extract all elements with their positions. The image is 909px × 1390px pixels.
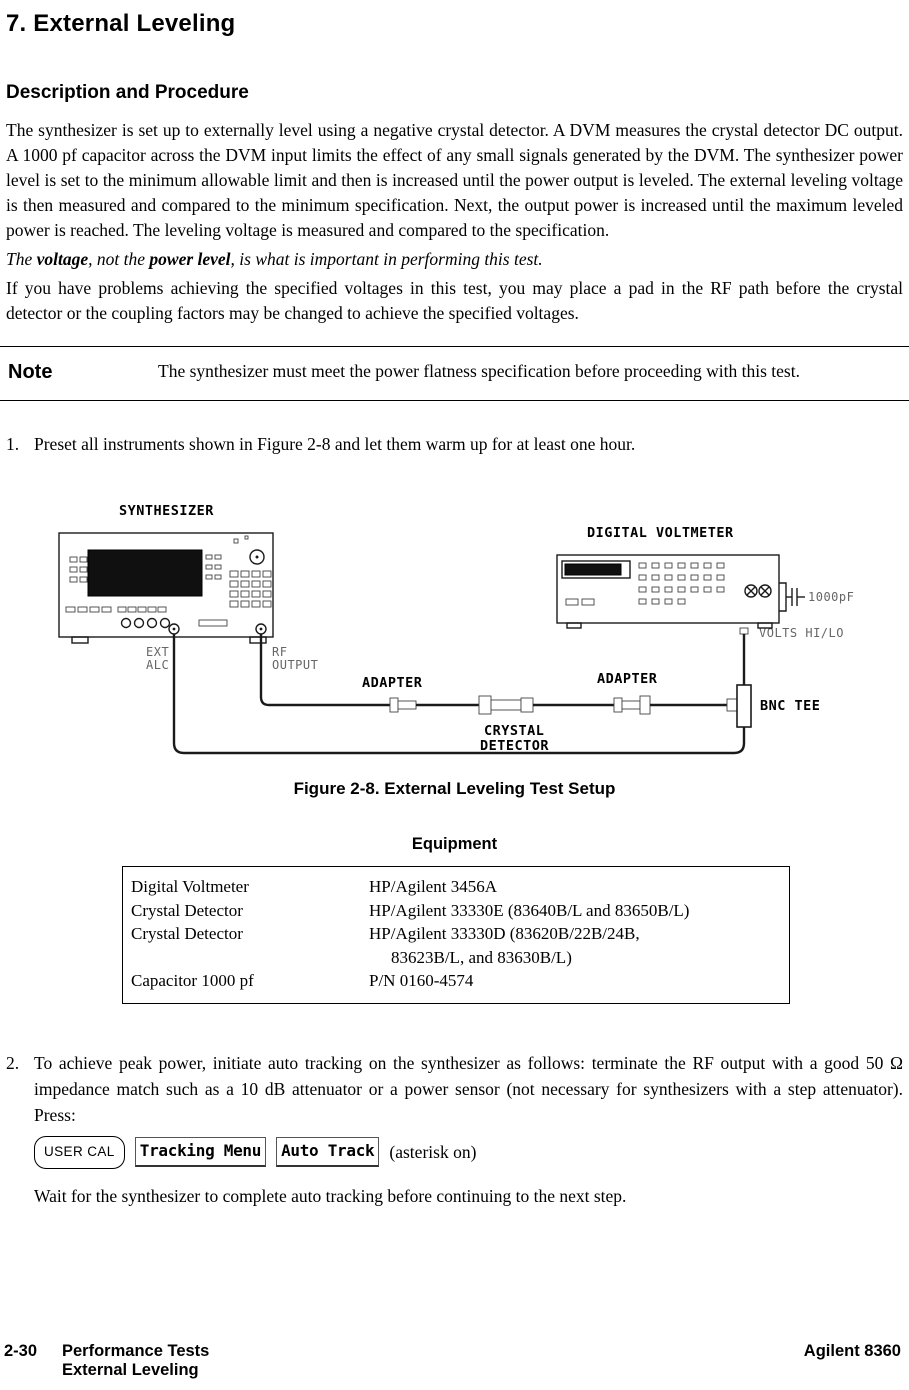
step-1	[6, 431, 903, 457]
ext-alc-label-line2: ALC	[146, 658, 170, 672]
footer-section-line2: External Leveling	[62, 1361, 199, 1379]
footer-product-name: Agilent 8360	[803, 1342, 901, 1360]
equipment-model-line2: 83623B/L, and 83630B/L)	[391, 947, 572, 967]
step-2-content	[34, 1050, 903, 1209]
crystal-detector-label-line1: CRYSTAL	[484, 723, 545, 739]
figure-test-setup	[6, 495, 903, 799]
user-cal-keycap: USER CAL	[34, 1136, 125, 1169]
note-label: Note	[8, 361, 53, 383]
step-2-number: 2.	[6, 1052, 20, 1073]
paragraph-problems: If you have problems achieving the specified voltages in this test, you may place a pad in the RF path before the crystal detector or the coupling factors may be changed to achieve the specified voltages.	[6, 278, 903, 323]
emphasis-part-1: The	[6, 249, 37, 269]
rf-output-label-line1: RF	[272, 645, 288, 659]
softkey-auto-track: Auto Track	[276, 1137, 379, 1167]
synthesizer-display	[88, 550, 202, 596]
note-text: The synthesizer must meet the power flatness specification before proceeding with this test.	[158, 361, 800, 381]
footer-left	[4, 1342, 209, 1380]
capacitor-label: 1000pF	[808, 590, 855, 604]
crystal-detector-label-line2: DETECTOR	[480, 738, 550, 754]
test-setup-diagram	[14, 495, 900, 767]
adapter-left-drawing	[390, 698, 416, 712]
equipment-table	[122, 866, 790, 1004]
emphasis-bold-power-level: power level	[149, 249, 231, 269]
ext-alc-label-line1: EXT	[146, 645, 170, 659]
bnc-tee-label: BNC TEE	[760, 698, 821, 714]
equipment-item: Digital Voltmeter	[131, 877, 249, 896]
equipment-model: HP/Agilent 33330E (83640B/L and 83650B/L)	[369, 900, 690, 920]
adapter-right-label: ADAPTER	[597, 671, 658, 687]
equipment-model	[369, 922, 781, 969]
footer-section	[62, 1342, 209, 1380]
paragraph-description: The synthesizer is set up to externally level using a negative crystal detector. A DVM measures the crystal detector DC output. A 1000 pf capacitor across the DVM input limits the effect of any small signals generated by the DVM. The synthesizer power level is set to the minimum allowable limit and then is increased until the power output is leveled. The external leveling voltage is then measured and compared to the minimum specification. Next, the output power is increased until the maximum leveled power is reached. The leveling voltage is measured and compared to the specification.	[6, 120, 903, 240]
note-block	[0, 346, 909, 401]
step-2-wait-text: Wait for the synthesizer to complete auto tracking before continuing to the next step.	[34, 1185, 627, 1206]
table-row	[131, 875, 781, 899]
volts-hi-lo-label: VOLTS HI/LO	[759, 626, 844, 640]
ext-alc-cable	[174, 634, 744, 753]
step-2-text: To achieve peak power, initiate auto tracking on the synthesizer as follows: terminate the RF output with a good 50 Ω impedance match such as a 10 dB attenuator or a power sensor (not necessary for synthesizers with a step attenuator). Press:	[34, 1052, 903, 1125]
figure-caption: Figure 2-8. External Leveling Test Setup	[293, 779, 616, 798]
table-row	[131, 969, 781, 993]
equipment-table-title: Equipment	[411, 835, 498, 853]
page-footer	[4, 1342, 901, 1380]
page-title: 7. External Leveling	[6, 10, 236, 37]
paragraph-emphasis	[6, 247, 903, 272]
emphasis-part-3: , is what is important in performing this test.	[230, 249, 543, 269]
footer-page-number: 2-30	[4, 1342, 38, 1360]
synthesizer-keypad	[230, 571, 271, 607]
equipment-item: Crystal Detector	[131, 924, 243, 943]
dvm-label: DIGITAL VOLTMETER	[587, 525, 734, 541]
step-1-number: 1.	[6, 434, 20, 454]
key-press-sequence	[34, 1136, 903, 1169]
step-2	[6, 1050, 903, 1209]
adapter-right-drawing	[614, 696, 650, 714]
asterisk-on-note: (asterisk on)	[389, 1142, 477, 1162]
step-1-text: Preset all instruments shown in Figure 2-8 and let them warm up for at least one hour.	[34, 434, 636, 454]
rf-output-label-line2: OUTPUT	[272, 658, 319, 672]
equipment-model: HP/Agilent 3456A	[369, 877, 497, 896]
adapter-left-label: ADAPTER	[362, 675, 423, 691]
bnc-tee-drawing	[727, 685, 751, 727]
footer-section-line1: Performance Tests	[62, 1342, 210, 1360]
synthesizer-label: SYNTHESIZER	[119, 503, 214, 519]
table-row	[131, 899, 781, 923]
dvm-display	[565, 564, 621, 575]
crystal-detector-drawing	[479, 696, 533, 714]
dvm-keypad	[639, 563, 724, 604]
softkey-tracking-menu: Tracking Menu	[135, 1137, 266, 1167]
table-row	[131, 922, 781, 969]
section-heading: Description and Procedure	[6, 82, 249, 103]
dvm-input-terminals	[745, 585, 771, 597]
equipment-model: P/N 0160-4574	[369, 971, 474, 990]
capacitor-symbol	[779, 583, 805, 611]
equipment-item: Capacitor 1000 pf	[131, 971, 254, 990]
equipment-item: Crystal Detector	[131, 900, 243, 920]
emphasis-bold-voltage: voltage	[36, 249, 89, 269]
equipment-model-line1: HP/Agilent 33330D (83620B/22B/24B,	[369, 924, 640, 943]
emphasis-part-2: , not the	[88, 249, 150, 269]
